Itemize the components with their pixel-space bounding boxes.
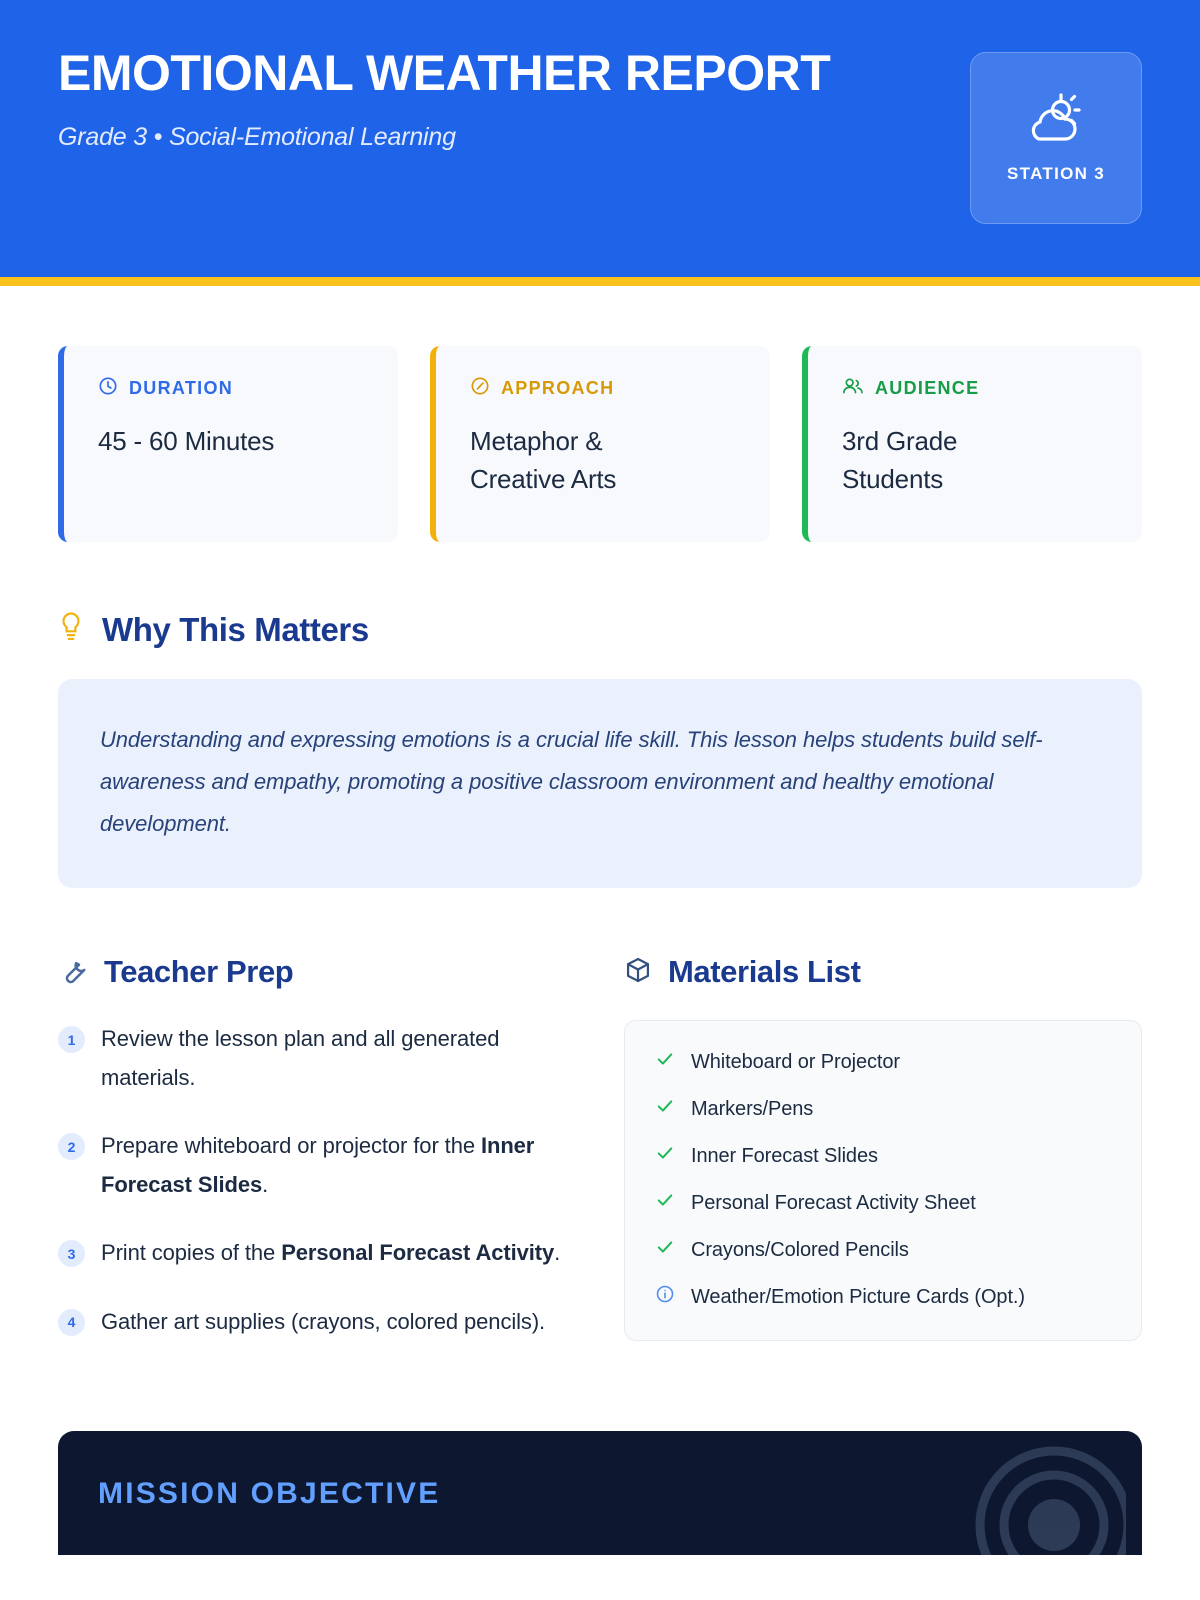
why-body-text: Understanding and expressing emotions is a crucial life skill. This lesson helps students build self-awareness and empathy, promoting a positive classroom environment and healthy emotional development.	[100, 727, 1043, 836]
mission-objective-title: MISSION OBJECTIVE	[98, 1477, 441, 1511]
prep-step-text: Review the lesson plan and all generated materials.	[101, 1026, 500, 1090]
info-card-value: 3rd Grade Students	[842, 426, 958, 494]
info-card-value: Metaphor & Creative Arts	[470, 426, 617, 494]
page-subtitle: Grade 3 • Social-Emotional Learning	[58, 123, 456, 151]
material-label: Inner Forecast Slides	[691, 1144, 878, 1167]
info-card-header	[98, 376, 368, 401]
page-title: EMOTIONAL WEATHER REPORT	[58, 45, 831, 101]
info-card-title: APPROACH	[501, 378, 615, 398]
station-badge	[970, 52, 1142, 224]
compass-icon	[470, 376, 490, 401]
prep-step	[58, 1020, 584, 1097]
prep-step-number: 1	[58, 1026, 85, 1053]
info-card-audience	[802, 346, 1142, 542]
prep-step	[58, 1303, 584, 1342]
prep-step	[58, 1127, 584, 1204]
sun-cloud-icon	[1025, 93, 1087, 150]
info-card-title: DURATION	[129, 378, 234, 398]
prep-step-text: Gather art supplies (crayons, colored pencils).	[101, 1308, 546, 1334]
info-card-header	[842, 376, 1112, 401]
material-label: Whiteboard or Projector	[691, 1050, 900, 1073]
accent-divider	[0, 277, 1200, 286]
info-card-approach	[430, 346, 770, 542]
prep-step	[58, 1234, 584, 1273]
material-item	[655, 1190, 1111, 1216]
info-card-title: AUDIENCE	[875, 378, 980, 398]
why-this-matters-section	[0, 610, 1200, 888]
teacher-prep-title: Teacher Prep	[104, 954, 294, 990]
users-icon	[842, 376, 864, 401]
check-icon	[655, 1143, 675, 1169]
prep-step-number: 2	[58, 1133, 85, 1160]
box-icon	[624, 956, 652, 989]
prep-materials-row	[0, 954, 1200, 1371]
page-header	[0, 0, 1200, 277]
material-label: Weather/Emotion Picture Cards (Opt.)	[691, 1285, 1025, 1308]
info-card-duration	[58, 346, 398, 542]
material-item	[655, 1284, 1111, 1310]
material-item	[655, 1143, 1111, 1169]
material-label: Personal Forecast Activity Sheet	[691, 1191, 976, 1214]
info-card-row	[0, 286, 1200, 542]
mission-objective-banner	[58, 1431, 1142, 1555]
station-badge-label: STATION 3	[1007, 163, 1105, 183]
materials-list-box	[624, 1020, 1142, 1341]
material-label: Crayons/Colored Pencils	[691, 1238, 909, 1261]
why-section-title: Why This Matters	[102, 610, 369, 648]
info-card-value: 45 - 60 Minutes	[98, 426, 275, 456]
prep-step-number: 3	[58, 1240, 85, 1267]
lightbulb-icon	[58, 610, 84, 649]
material-item	[655, 1049, 1111, 1075]
info-card-header	[470, 376, 740, 401]
prep-step-text: Print copies of the Personal Forecast Activity.	[101, 1240, 561, 1266]
check-icon	[655, 1190, 675, 1216]
info-icon	[655, 1284, 675, 1310]
materials-column	[624, 954, 1142, 1371]
check-icon	[655, 1049, 675, 1075]
check-icon	[655, 1237, 675, 1263]
prep-step-text: Prepare whiteboard or projector for the Inner Forecast Slides.	[101, 1133, 535, 1197]
prep-step-number: 4	[58, 1309, 85, 1336]
material-label: Markers/Pens	[691, 1097, 814, 1120]
teacher-prep-header	[58, 954, 584, 990]
check-icon	[655, 1096, 675, 1122]
material-item	[655, 1096, 1111, 1122]
teacher-prep-column	[58, 954, 624, 1371]
materials-title: Materials List	[668, 954, 861, 990]
wrench-icon	[58, 955, 88, 990]
why-section-header	[0, 610, 1200, 649]
why-callout-box	[58, 679, 1142, 888]
clock-icon	[98, 376, 118, 401]
material-item	[655, 1237, 1111, 1263]
materials-header	[624, 954, 1142, 990]
